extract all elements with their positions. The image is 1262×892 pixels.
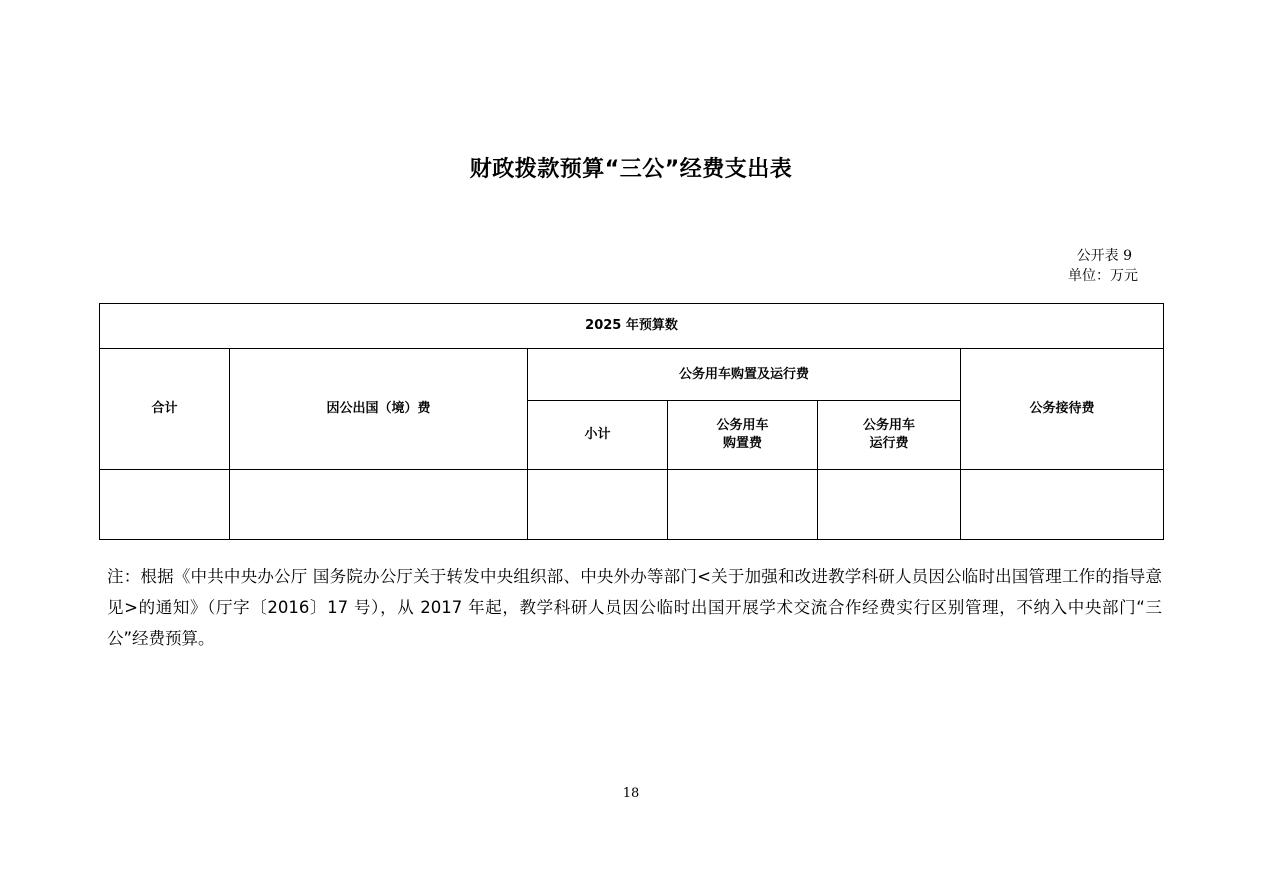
total-header-cell: 合计 [100, 349, 230, 470]
page-number: 18 [622, 786, 640, 801]
table-header-row-1 [100, 349, 1164, 401]
vehicle-operation-header-cell: 公务用车 运行费 [818, 401, 961, 470]
vehicle-purchase-value-cell [668, 470, 818, 540]
table-id-label: 公开表 9 [1076, 248, 1132, 264]
abroad-header-cell: 因公出国（境）费 [230, 349, 528, 470]
subtotal-value-cell [528, 470, 668, 540]
reception-header-cell: 公务接待费 [961, 349, 1164, 470]
table-header-row-year [100, 304, 1164, 349]
table-row [100, 470, 1164, 540]
footnote: 注：根据《中共中央办公厅 国务院办公厅关于转发中央组织部、中央外办等部门<关于加强和改进教学科研人员因公临时出国管理工作的指导意见>的通知》（厅字〔2016〕17 号），从 2017 年起，教学科研人员因公临时出国开展学术交流合作经费实行区别管理，不纳入中央部门“三公”经费预算。 [107, 567, 1162, 648]
page-title: 财政拨款预算“三公”经费支出表 [469, 157, 793, 182]
vehicle-purchase-header-cell: 公务用车 购置费 [668, 401, 818, 470]
budget-table [99, 303, 1164, 540]
year-header-cell: 2025 年预算数 [100, 304, 1164, 349]
abroad-value-cell [230, 470, 528, 540]
reception-value-cell [961, 470, 1164, 540]
vehicle-group-header-cell: 公务用车购置及运行费 [528, 349, 961, 401]
unit-label: 单位：万元 [1068, 268, 1138, 284]
total-value-cell [100, 470, 230, 540]
subtotal-header-cell: 小计 [528, 401, 668, 470]
vehicle-operation-value-cell [818, 470, 961, 540]
